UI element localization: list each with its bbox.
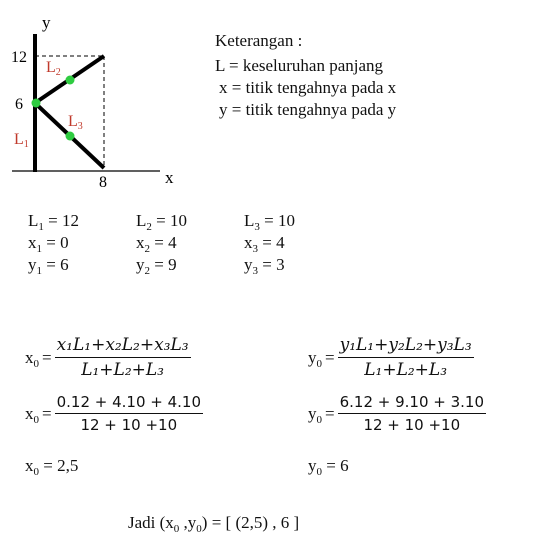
y0-substituted-numerator: 6.12 + 9.10 + 3.10 xyxy=(338,393,486,414)
value-row: $x_2 = 4$ xyxy=(136,233,177,255)
value-row: $y_1 = 6$ xyxy=(28,255,69,277)
midpoint-l3 xyxy=(66,132,75,141)
label-l2: L2 xyxy=(46,59,61,78)
y0-numerator: y₁L₁+y₂L₂+y₃L₃ xyxy=(338,335,474,358)
y0-denominator: L₁+L₂+L₃ xyxy=(364,360,448,380)
axis-x-label: x xyxy=(165,168,174,187)
y0-lhs: $y_0$ xyxy=(308,347,322,370)
value-row: $y_3 = 3$ xyxy=(244,255,285,277)
equals-sign: = xyxy=(325,347,335,367)
x0-substituted-numerator: 0.12 + 4.10 + 4.10 xyxy=(55,393,203,414)
y0-formula xyxy=(308,335,474,380)
midpoint-l2 xyxy=(66,76,75,85)
value-row: $L_2 = 10$ xyxy=(136,211,187,233)
tick-8: 8 xyxy=(99,174,107,191)
value-row: $L_1 = 12$ xyxy=(28,211,79,233)
value-row: $y_2 = 9$ xyxy=(136,255,177,277)
tick-6: 6 xyxy=(15,96,23,113)
x0-lhs: $x_0$ xyxy=(25,403,39,426)
y0-lhs: $y_0$ xyxy=(308,403,322,426)
legend-title: Keterangan : xyxy=(215,31,303,50)
x0-numerator: x₁L₁+x₂L₂+x₃L₃ xyxy=(55,335,191,358)
x0-substituted-denominator: 12 + 10 +10 xyxy=(80,416,178,434)
label-l1: L1 xyxy=(14,131,29,150)
x0-result: $x_0 = 2,5$ xyxy=(25,456,79,478)
tick-12: 12 xyxy=(11,49,27,66)
conclusion: Jadi ($x_0$ $,y_0$) = [ (2,5) , 6 ] xyxy=(128,513,300,535)
values-col-3 xyxy=(244,211,295,277)
legend-line-2: x = titik tengahnya pada x xyxy=(219,78,397,97)
y0-result: $y_0 = 6$ xyxy=(308,456,349,478)
value-row: $x_3 = 4$ xyxy=(244,233,285,255)
equals-sign: = xyxy=(42,347,52,367)
y0-substituted-denominator: 12 + 10 +10 xyxy=(363,416,461,434)
values-col-1 xyxy=(28,211,79,277)
axis-y-label: y xyxy=(42,13,51,32)
value-row: $L_3 = 10$ xyxy=(244,211,295,233)
legend xyxy=(215,30,396,121)
value-row: $x_1 = 0$ xyxy=(28,233,69,255)
x0-substituted xyxy=(25,393,203,434)
values-col-2 xyxy=(136,211,187,277)
x0-denominator: L₁+L₂+L₃ xyxy=(81,360,164,380)
x0-formula xyxy=(25,335,191,380)
segment-diagram xyxy=(0,0,200,200)
equals-sign: = xyxy=(325,403,335,423)
label-l3: L3 xyxy=(68,113,83,132)
y0-substituted xyxy=(308,393,486,434)
x0-lhs: $x_0$ xyxy=(25,347,39,370)
legend-line-1: L = keseluruhan panjang xyxy=(215,56,384,75)
legend-line-3: y = titik tengahnya pada y xyxy=(219,100,397,119)
midpoint-l1 xyxy=(32,99,41,108)
equals-sign: = xyxy=(42,403,52,423)
